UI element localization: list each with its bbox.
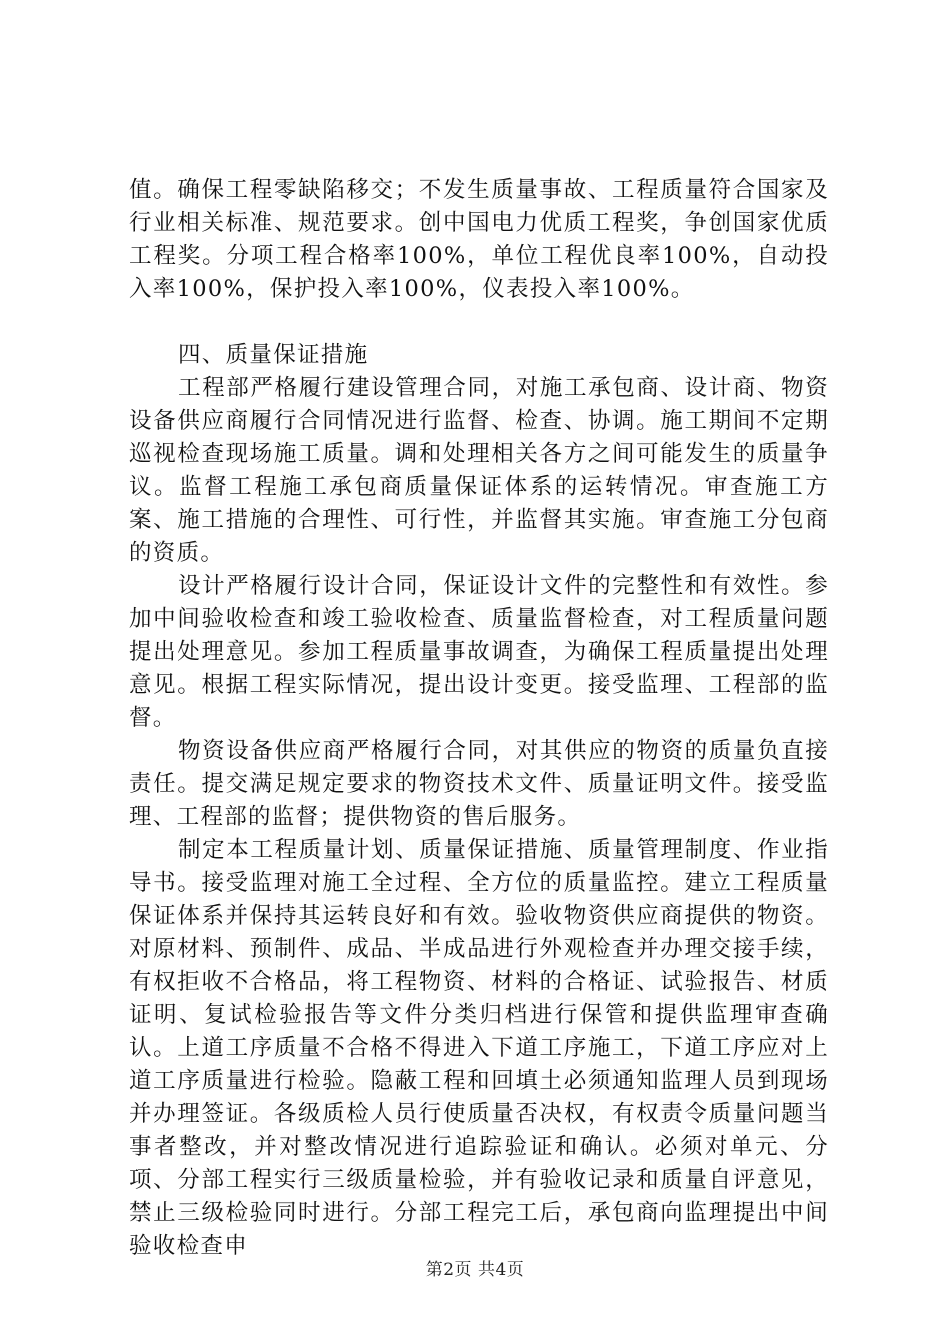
- page-footer: 第2页 共4页: [425, 1260, 525, 1280]
- paragraph-construction: 制定本工程质量计划、质量保证措施、质量管理制度、作业指导书。接受监理对施工全过程、全方位的质量监控。建立工程质量保证体系并保持其运转良好和有效。验收物资供应商提供的物资。对原材料、预制件、成品、半成品进行外观检查并办理交接手续，有权拒收不合格品，将工程物资、材料的合格证、试验报告、材质证明、复试检验报告等文件分类归档进行保管和提供监理审查确认。上道工序质量不合格不得进入下道工序施工，下道工序应对上道工序质量进行检验。隐蔽工程和回填土必须通知监理人员到现场并办理签证。各级质检人员行使质量否决权，有权责令质量问题当事者整改，并对整改情况进行追踪验证和确认。必须对单元、分项、分部工程实行三级质量检验，并有验收记录和质量自评意见，禁止三级检验同时进行。分部工程完工后，承包商向监理提出中间验收检查申: [129, 837, 829, 1259]
- paragraph-design: 设计严格履行设计合同，保证设计文件的完整性和有效性。参加中间验收检查和竣工验收检查、质量监督检查，对工程质量问题提出处理意见。参加工程质量事故调查，为确保工程质量提出处理意见。根据工程实际情况，提出设计变更。接受监理、工程部的监督。: [129, 573, 829, 731]
- document-body: [129, 174, 829, 1263]
- paragraph-supplier: 物资设备供应商严格履行合同，对其供应的物资的质量负直接责任。提交满足规定要求的物资技术文件、质量证明文件。接受监理、工程部的监督；提供物资的售后服务。: [129, 738, 829, 830]
- paragraph-continuation: 值。确保工程零缺陷移交；不发生质量事故、工程质量符合国家及行业相关标准、规范要求。创中国电力优质工程奖，争创国家优质工程奖。分项工程合格率100%，单位工程优良率100%，自动投入率100%，保护投入率100%，仪表投入率100%。: [129, 177, 829, 302]
- section-heading: 四、质量保证措施: [178, 342, 369, 368]
- paragraph-engineering-dept: 工程部严格履行建设管理合同，对施工承包商、设计商、物资设备供应商履行合同情况进行监督、检查、协调。施工期间不定期巡视检查现场施工质量。调和处理相关各方之间可能发生的质量争议。监督工程施工承包商质量保证体系的运转情况。审查施工方案、施工措施的合理性、可行性，并监督其实施。审查施工分包商的资质。: [129, 375, 829, 566]
